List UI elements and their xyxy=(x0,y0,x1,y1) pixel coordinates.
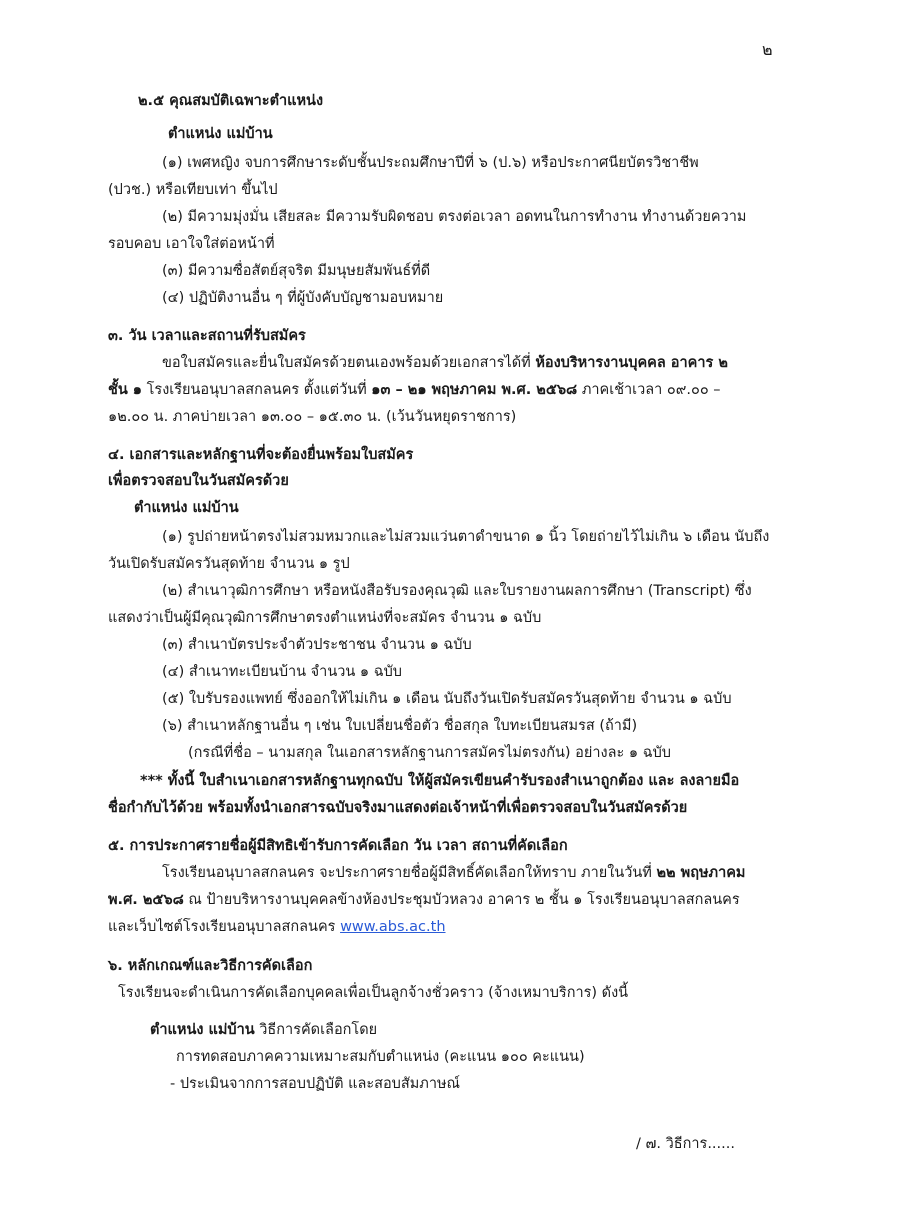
section-4-item-1-cont: วันเปิดรับสมัครวันสุดท้าย จำนวน ๑ รูป xyxy=(108,556,350,572)
section-2-5-item-2: (๒) มีความมุ่งมั่น เสียสละ มีความรับผิดชอบ ตรงต่อเวลา อดทนในการทำงาน ทำงานด้วยความ xyxy=(162,209,747,225)
section-5-heading: ๕. การประกาศรายชื่อผู้มีสิทธิเข้ารับการคัดเลือก วัน เวลา สถานที่คัดเลือก xyxy=(108,838,568,854)
section-5-line-2 xyxy=(108,890,740,910)
section-3-floor: ชั้น ๑ xyxy=(108,382,143,398)
section-4-heading: ๔. เอกสารและหลักฐานที่จะต้องยื่นพร้อมใบสมัคร xyxy=(108,447,414,463)
section-3-line-1-bold: ห้องบริหารงานบุคคล อาคาร ๒ xyxy=(535,355,728,371)
section-6-position: ตำแหน่ง แม่บ้าน xyxy=(150,1022,255,1038)
section-2-5-heading: ๒.๕ คุณสมบัติเฉพาะตำแหน่ง xyxy=(138,93,324,109)
section-5-date: ๒๒ พฤษภาคม xyxy=(656,865,746,881)
section-4-item-4: (๔) สำเนาทะเบียนบ้าน จำนวน ๑ ฉบับ xyxy=(162,664,402,680)
section-3-line-2 xyxy=(108,380,721,400)
section-3-line-3: ๑๒.๐๐ น. ภาคบ่ายเวลา ๑๓.๐๐ – ๑๕.๓๐ น. (เว้นวันหยุดราชการ) xyxy=(108,409,517,425)
section-4-item-2-cont: แสดงว่าเป็นผู้มีคุณวุฒิการศึกษาตรงตำแหน่งที่จะสมัคร จำนวน ๑ ฉบับ xyxy=(108,610,542,626)
section-5-line-3 xyxy=(108,917,446,937)
page-number: ๒ xyxy=(762,40,773,59)
section-6-evaluation: - ประเมินจากการสอบปฏิบัติ และสอบสัมภาษณ์ xyxy=(170,1076,461,1092)
section-5-year: พ.ศ. ๒๕๖๘ xyxy=(108,892,184,908)
section-5-website-text: และเว็บไซต์โรงเรียนอนุบาลสกลนคร xyxy=(108,919,341,935)
section-5-location: ณ ป้ายบริหารงานบุคคลข้างห้องประชุมบัวหลวง อาคาร ๒ ชั้น ๑ โรงเรียนอนุบาลสกลนคร xyxy=(183,892,740,908)
section-6-position-line xyxy=(150,1020,377,1040)
section-4-item-6: (๖) สำเนาหลักฐานอื่น ๆ เช่น ใบเปลี่ยนชื่อตัว ชื่อสกุล ใบทะเบียนสมรส (ถ้ามี) xyxy=(162,718,638,734)
section-3-line-1-text: ขอใบสมัครและยื่นใบสมัครด้วยตนเองพร้อมด้วยเอกสารได้ที่ xyxy=(162,355,536,371)
section-2-5-item-1-cont: (ปวช.) หรือเทียบเท่า ขึ้นไป xyxy=(108,182,278,198)
section-3-heading: ๓. วัน เวลาและสถานที่รับสมัคร xyxy=(108,328,306,344)
section-5-line-1-text: โรงเรียนอนุบาลสกลนคร จะประกาศรายชื่อผู้มีสิทธิ์คัดเลือกให้ทราบ ภายในวันที่ xyxy=(162,865,657,881)
section-4-note: *** ทั้งนี้ ใบสำเนาเอกสารหลักฐานทุกฉบับ ให้ผู้สมัครเขียนคำรับรองสำเนาถูกต้อง และ ลงลายมือ xyxy=(140,773,740,789)
section-3-morning: ภาคเช้าเวลา ๐๙.๐๐ – xyxy=(577,382,721,398)
section-2-5-position: ตำแหน่ง แม่บ้าน xyxy=(168,126,273,142)
section-6-heading: ๖. หลักเกณฑ์และวิธีการคัดเลือก xyxy=(108,958,313,974)
section-2-5-item-2-cont: รอบคอบ เอาใจใส่ต่อหน้าที่ xyxy=(108,236,275,252)
section-3-dates: ๑๓ – ๒๑ พฤษภาคม พ.ศ. ๒๕๖๘ xyxy=(371,382,578,398)
section-6-method: วิธีการคัดเลือกโดย xyxy=(254,1022,378,1038)
next-page-footer: / ๗. วิธีการ...... xyxy=(636,1136,735,1152)
section-2-5-item-1: (๑) เพศหญิง จบการศึกษาระดับชั้นประถมศึกษาปีที่ ๖ (ป.๖) หรือประกาศนียบัตรวิชาชีพ xyxy=(162,155,699,171)
section-4-item-1: (๑) รูปถ่ายหน้าตรงไม่สวมหมวกและไม่สวมแว่นตาดำขนาด ๑ นิ้ว โดยถ่ายไว้ไม่เกิน ๖ เดือน นับถึง xyxy=(162,529,770,545)
section-3-school: โรงเรียนอนุบาลสกลนคร ตั้งแต่วันที่ xyxy=(142,382,372,398)
section-4-position: ตำแหน่ง แม่บ้าน xyxy=(134,500,239,516)
section-2-5-item-3: (๓) มีความซื่อสัตย์สุจริต มีมนุษยสัมพันธ์ที่ดี xyxy=(162,263,431,279)
section-4-note-cont: ชื่อกำกับไว้ด้วย พร้อมทั้งนำเอกสารฉบับจริงมาแสดงต่อเจ้าหน้าที่เพื่อตรวจสอบในวันสมัครด้วย xyxy=(108,800,688,816)
section-4-heading-cont: เพื่อตรวจสอบในวันสมัครด้วย xyxy=(108,473,289,489)
school-website-link[interactable]: www.abs.ac.th xyxy=(340,919,446,935)
section-3-line-1 xyxy=(162,353,728,373)
section-6-line-1: โรงเรียนจะดำเนินการคัดเลือกบุคคลเพื่อเป็นลูกจ้างชั่วคราว (จ้างเหมาบริการ) ดังนี้ xyxy=(118,985,629,1001)
section-4-item-5: (๕) ใบรับรองแพทย์ ซึ่งออกให้ไม่เกิน ๑ เดือน นับถึงวันเปิดรับสมัครวันสุดท้าย จำนวน ๑ ฉบับ xyxy=(162,691,732,707)
section-4-item-6-cont: (กรณีที่ชื่อ – นามสกุล ในเอกสารหลักฐานการสมัครไม่ตรงกัน) อย่างละ ๑ ฉบับ xyxy=(188,745,671,761)
section-2-5-item-4: (๔) ปฏิบัติงานอื่น ๆ ที่ผู้บังคับบัญชามอบหมาย xyxy=(162,290,444,306)
section-4-item-2: (๒) สำเนาวุฒิการศึกษา หรือหนังสือรับรองคุณวุฒิ และใบรายงานผลการศึกษา (Transcript) ซึ่ง xyxy=(162,583,752,599)
section-5-line-1 xyxy=(162,863,746,883)
section-6-test: การทดสอบภาคความเหมาะสมกับตำแหน่ง (คะแนน ๑๐๐ คะแนน) xyxy=(176,1049,585,1065)
section-4-item-3: (๓) สำเนาบัตรประจำตัวประชาชน จำนวน ๑ ฉบับ xyxy=(162,637,472,653)
